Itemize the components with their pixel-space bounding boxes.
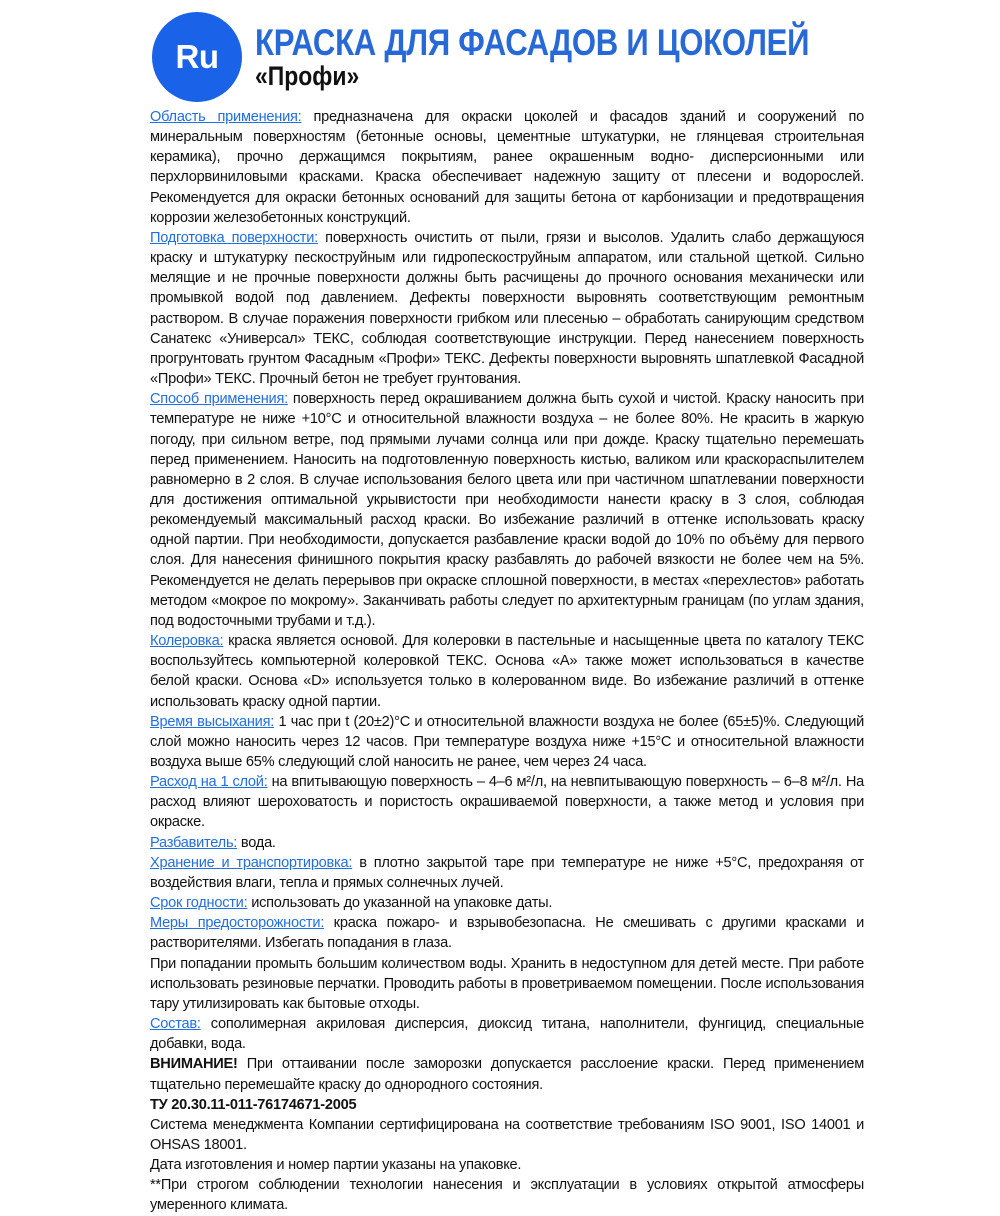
section-label: Разбавитель: bbox=[150, 834, 238, 851]
section-label: Колеровка: bbox=[150, 633, 224, 650]
section-label: Состав: bbox=[150, 1016, 201, 1033]
section-label: Способ применения: bbox=[150, 391, 288, 408]
section-label: Хранение и транспортировка: bbox=[150, 854, 353, 871]
section-label: Время высыхания: bbox=[150, 713, 275, 730]
product-subtitle: «Профи» bbox=[255, 61, 360, 91]
technical-spec-code: ТУ 20.30.11-011-76174671-2005 bbox=[150, 1096, 357, 1113]
section-surface-prep bbox=[150, 228, 864, 389]
section-shelf-life bbox=[150, 893, 864, 913]
section-storage bbox=[150, 853, 864, 893]
warning-note bbox=[150, 1054, 864, 1094]
section-application-method bbox=[150, 389, 864, 631]
section-composition bbox=[150, 1014, 864, 1054]
section-consumption bbox=[150, 772, 864, 832]
section-label: Срок годности: bbox=[150, 895, 248, 912]
section-drying-time bbox=[150, 712, 864, 772]
warning-text: При оттаивании после заморозки допускается расслоение краски. Перед применением тщательно перемешайте краску до однородного состояния. bbox=[150, 1056, 864, 1093]
section-text: в плотно закрытой таре при температуре не ниже +5°С, предохраняя от воздействия влаги, тепла и прямых солнечных лучей. bbox=[150, 854, 864, 891]
manufacture-note: Дата изготовления и номер партии указаны на упаковке. bbox=[150, 1157, 522, 1174]
section-label: Расход на 1 слой: bbox=[150, 774, 268, 791]
section-text: вода. bbox=[237, 834, 276, 851]
section-text: предназначена для окраски цоколей и фасадов зданий и сооружений по минеральным поверхностям (бетонные основы, цементные штукатурки, не глянцевая строительная керамика), прочно держащимся покрытиям, ранее окрашенным водно- дисперсионными или перхлорвиниловыми красками. Краска обеспечивает надежную защиту от плесени и водорослей. Рекомендуется для окраски бетонных оснований для защиты бетона от карбонизации и предотвращения коррозии железобетонных конструкций. bbox=[150, 109, 864, 226]
description-body bbox=[150, 107, 864, 1216]
section-text: сополимерная акриловая дисперсия, диоксид титана, наполнители, фунгицид, специальные добавки, вода. bbox=[150, 1016, 864, 1053]
section-text: 1 час при t (20±2)°С и относительной влажности воздуха не более (65±5)%. Следующий слой можно наносить через 12 часов. При температуре воздуха ниже +15°С и относительной влажности воздуха выше 65% следующий слой наносить не ранее, чем через 24 часа. bbox=[150, 713, 864, 770]
section-precautions bbox=[150, 913, 864, 953]
section-text: краска является основой. Для колеровки в пастельные и насыщенные цвета по каталогу ТЕКС воспользуйтесь компьютерной колеровкой ТЕКС. Основа «А» также может использоваться в качестве белой краски. Основа «D» используется только в колерованном виде. Во избежание различий в оттенке использовать краску одной партии. bbox=[150, 633, 864, 710]
section-text: поверхность очистить от пыли, грязи и высолов. Удалить слабо держащуюся краску и штукатурку пескоструйным или гидропескоструйным аппаратом, или стальной щеткой. Сильно мелящие и не прочные поверхности должны быть расчищены до прочного основания механически или промывкой водой под давлением. Дефекты поверхности выровнять соответствующим ремонтным раствором. В случае поражения поверхности грибком или плесенью – обработать санирующим средством Санатекс «Универсал» ТЕКС, соблюдая соответствующие инструкции. Перед нанесением поверхность прогрунтовать грунтом Фасадным «Профи» ТЕКС. Дефекты поверхности выровнять шпатлевкой Фасадной «Профи» ТЕКС. Прочный бетон не требует грунтования. bbox=[150, 229, 865, 388]
precautions-extra: При попадании промыть большим количеством воды. Хранить в недоступном для детей месте. При работе использовать резиновые перчатки. Проводить работы в проветриваемом помещении. После использования тару утилизировать как бытовые отходы. bbox=[150, 955, 864, 1012]
language-badge-text: Ru bbox=[175, 38, 219, 75]
language-badge bbox=[152, 12, 242, 102]
product-title: КРАСКА ДЛЯ ФАСАДОВ И ЦОКОЛЕЙ bbox=[255, 22, 810, 63]
section-label: Область применения: bbox=[150, 109, 302, 125]
certification-note: Система менеджмента Компании сертифицирована на соответствие требованиям ISO 9001, ISO 14001 и OHSAS 18001. bbox=[150, 1116, 864, 1153]
section-thinner bbox=[150, 833, 864, 853]
footnote: **При строгом соблюдении технологии нанесения и эксплуатации в условиях открытой атмосферы умеренного климата. bbox=[150, 1177, 864, 1214]
warning-label: ВНИМАНИЕ! bbox=[150, 1056, 238, 1073]
section-label: Подготовка поверхности: bbox=[150, 229, 318, 246]
section-application bbox=[150, 107, 864, 228]
section-tinting bbox=[150, 631, 864, 712]
section-text: краска пожаро- и взрывобезопасна. Не смешивать с другими красками и растворителями. Избегать попадания в глаза. bbox=[150, 915, 864, 952]
section-text: на впитывающую поверхность – 4–6 м²/л, на невпитывающую поверхность – 6–8 м²/л. На расход влияют шероховатость и пористость окрашиваемой поверхности, а также метод и условия при окраске. bbox=[150, 774, 864, 831]
section-label: Меры предосторожности: bbox=[150, 915, 325, 932]
section-text: поверхность перед окрашиванием должна быть сухой и чистой. Краску наносить при температуре не ниже +10°С и относительной влажности воздуха – не более 80%. Не красить в жаркую погоду, при сильном ветре, под прямыми лучами солнца или при дожде. Краску тщательно перемешать перед применением. Наносить на подготовленную поверхность кистью, валиком или краскораспылителем равномерно в 2 слоя. В случае использования белого цвета или при частичном шпатлевании поверхности для достижения оптимальной укрывистости при необходимости нанести краску в 3 слоя, соблюдая рекомендуемый максимальный расход краски. Во избежание различий в оттенке использовать краску одной партии. При необходимости, допускается разбавление краски водой до 10% по объёму для первого слоя. Для нанесения финишного покрытия краску разбавлять до рабочей вязкости не более чем на 5%. Рекомендуется не делать перерывов при окраске сплошной поверхности, в местах «перехлестов» работать методом «мокрое по мокрому». Заканчивать работы следует по архитектурным границам (по углам здания, под водосточными трубами и т.д.). bbox=[150, 391, 864, 629]
section-text: использовать до указанной на упаковке даты. bbox=[247, 895, 553, 912]
